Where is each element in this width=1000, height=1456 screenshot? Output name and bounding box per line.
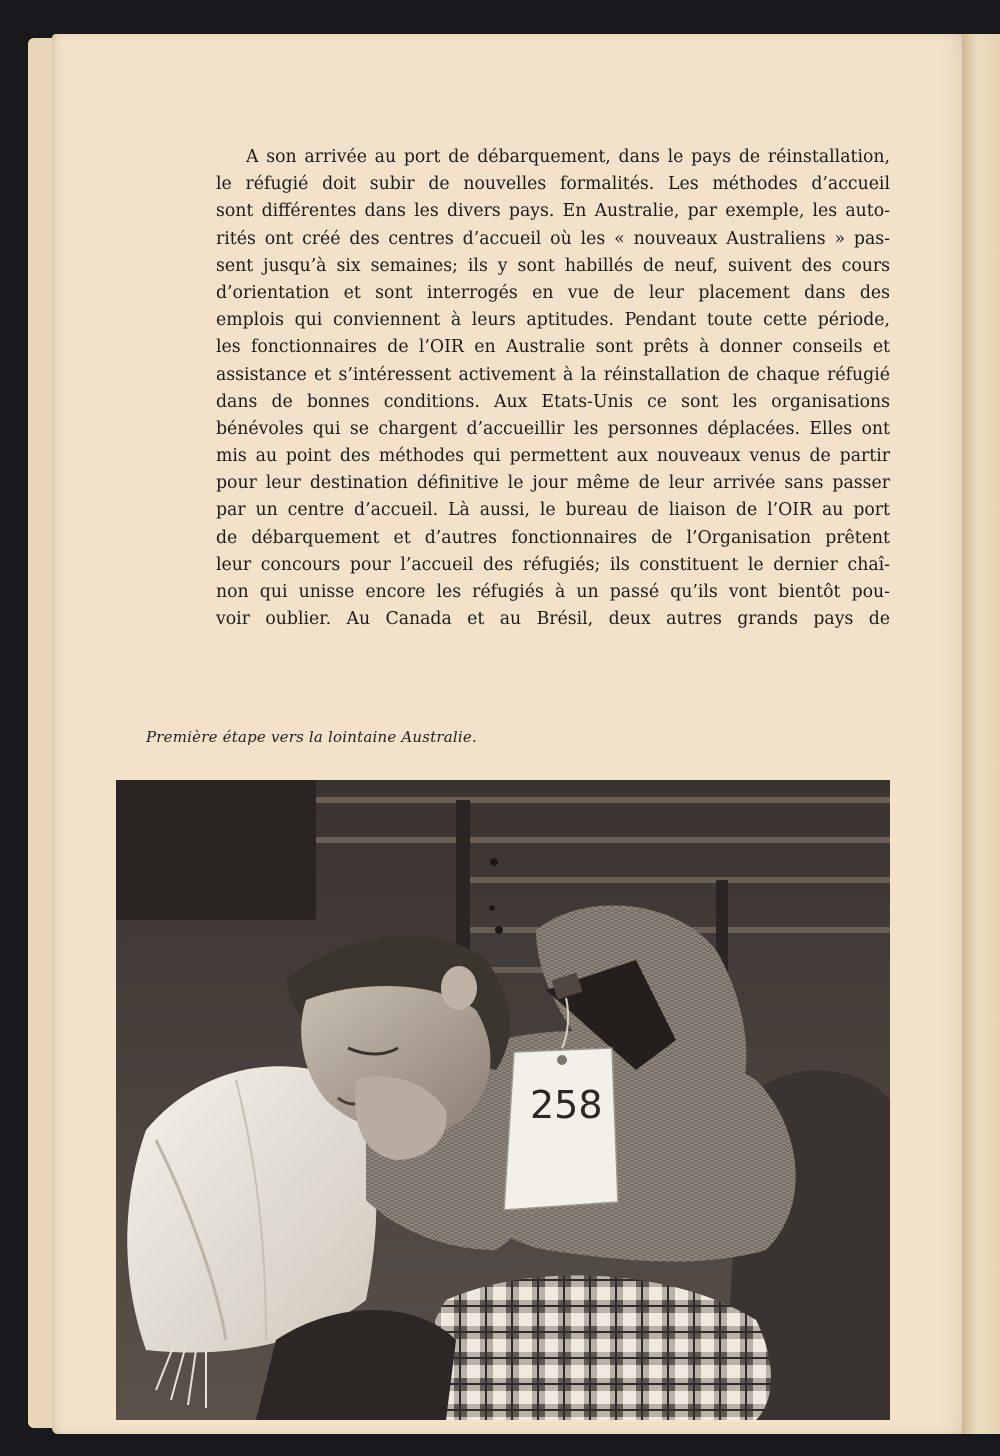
text-line: rités ont créé des centres d’accueil où les « nouveaux Australiens » pas- bbox=[216, 228, 890, 249]
photo-caption: Première étape vers la lointaine Australie. bbox=[146, 728, 477, 746]
photograph-sleeping-child bbox=[116, 780, 890, 1420]
text-line: non qui unisse encore les réfugiés à un passé qu’ils vont bientôt pou- bbox=[216, 582, 890, 602]
text-line: leur concours pour l’accueil des réfugiés; ils constituent le dernier chaî- bbox=[216, 554, 890, 575]
text-line: sent jusqu’à six semaines; ils y sont habillés de neuf, suivent des cours bbox=[216, 255, 890, 276]
text-line: d’orientation et sont interrogés en vue de leur placement dans des bbox=[216, 282, 890, 303]
text-line: pour leur destination définitive le jour même de leur arrivée sans passer bbox=[216, 473, 890, 494]
text-line: dans de bonnes conditions. Aux Etats-Unis ce sont les organisations bbox=[216, 391, 890, 412]
text-line: mis au point des méthodes qui permettent aux nouveaux venus de partir bbox=[216, 446, 890, 467]
text-line: le réfugié doit subir de nouvelles formalités. Les méthodes d’accueil bbox=[216, 174, 890, 195]
text-line: A son arrivée au port de débarquement, dans le pays de réinstallation, bbox=[246, 147, 890, 167]
text-line: emplois qui conviennent à leurs aptitudes. Pendant toute cette période, bbox=[216, 310, 890, 331]
text-line: assistance et s’intéressent activement à la réinstallation de chaque réfugié bbox=[216, 364, 890, 385]
text-line: bénévoles qui se chargent d’accueillir les personnes déplacées. Elles ont bbox=[216, 418, 890, 439]
text-line: de débarquement et d’autres fonctionnaires de l’Organisation prêtent bbox=[216, 527, 890, 548]
text-line: voir oublier. Au Canada et au Brésil, deux autres grands pays de bbox=[216, 609, 890, 630]
tag-number: 258 bbox=[530, 1083, 603, 1127]
number-tag bbox=[504, 1048, 618, 1210]
photo-illustration bbox=[116, 780, 890, 1420]
text-line: sont différentes dans les divers pays. En Australie, par exemple, les auto- bbox=[216, 201, 890, 222]
child-ear bbox=[441, 966, 477, 1010]
body-paragraph bbox=[216, 144, 890, 633]
adjacent-page-edge bbox=[962, 34, 1000, 1434]
text-line: par un centre d’accueil. Là aussi, le bureau de liaison de l’OIR au port bbox=[216, 500, 890, 521]
text-line: les fonctionnaires de l’OIR en Australie sont prêts à donner conseils et bbox=[216, 337, 890, 358]
